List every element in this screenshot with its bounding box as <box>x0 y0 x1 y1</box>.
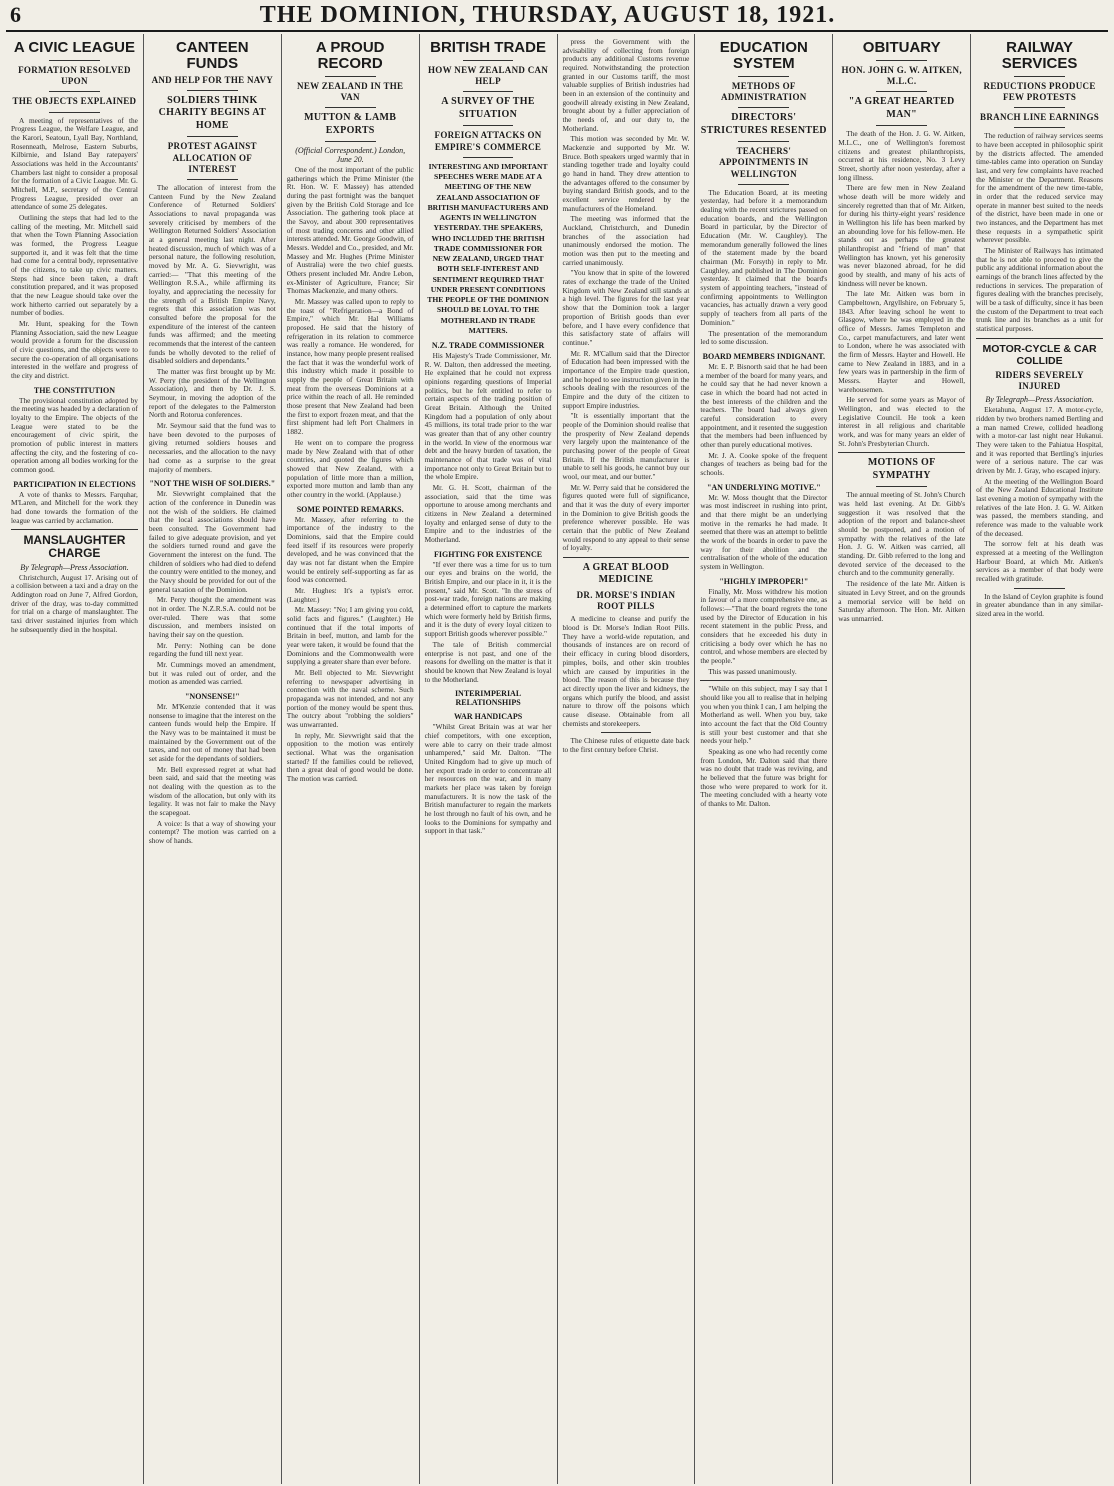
headline: A PROUD RECORD <box>315 39 385 72</box>
deck: HOW NEW ZEALAND CAN HELP <box>427 64 549 86</box>
page-number: 6 <box>10 2 21 27</box>
deck: FORMATION RESOLVED UPON <box>18 64 131 86</box>
paragraph: The sorrow felt at his death was expressed at a meeting of the Wellington Harbour Board, at which Mr. Aitken's services as a member of that body were recalled with gratitude. <box>976 539 1103 583</box>
deck: RIDERS SEVERELY INJURED <box>995 369 1084 391</box>
masthead <box>6 0 1108 32</box>
paragraph: The Minister of Railways has intimated that he is not able to proceed to give the public any additional information about the earnings of the branch lines affected by the reductions in services. The preparation of figures dealing with the branches precisely, will be a task of difficulty, since it has been the custom of the Department to treat each trunk line and its branches as a unit for statistical purposes. <box>976 245 1103 334</box>
paragraph: The reduction of railway services seems to have been accepted in philosophic spirit by the districts affected. The amended time-tables came into operation on Sunday last, and very few complaints have reached the Minister or the Department. Reasons for the amendment of the new time-table, in order that the reduced service may operate in manner best suited to the needs of the district, have been made in one or two instances, and the Department has met these requests in a sympathetic spirit wherever possible. <box>976 131 1103 245</box>
paragraph: A medicine to cleanse and purify the blood is Dr. Morse's Indian Root Pills. They have a world-wide reputation, and thousands of instances are on record of their efficacy in curing blood disorders, pimples, boils, and other skin troubles which are caused by impurities in the blood. The reason of this is because they act directly upon the liver and kidneys, the organs which purify the blood, and assist nature to throw off the poisons which cause disease. Obtainable from all chemists and storekeepers. <box>562 614 690 728</box>
paragraph: He went on to compare the progress made by New Zealand with that of other countries, and quoted the figures which showed that New Zealand, with a population of little more than a million, exported more mutton and lamb than any other country in the world. (Applause.) <box>286 437 414 499</box>
subhead: PARTICIPATION IN ELECTIONS <box>13 479 136 489</box>
paragraph: The annual meeting of St. John's Church was held last evening. At Dr. Gibb's suggestion it was resolved that the adoption of the report and balance-sheet should be postponed, and a motion of sympathy with the relatives of the late Hon. J. G. W. Aitken was carried, all standing. Dr. Gibb referred to the long and devoted service of the deceased to the church and to the community generally. <box>838 490 966 578</box>
deck: PROTEST AGAINST ALLOCATION OF INTEREST <box>167 141 257 174</box>
column-proud-record <box>282 34 420 1484</box>
paragraph: At the meeting of the Wellington Board of the New Zealand Educational Institute last evening a motion of sympathy with the relatives of the late Hon. J. G. W. Aitken was passed, the members standing, and reference was made to the valuable work of the deceased. <box>976 476 1103 538</box>
deck: THE OBJECTS EXPLAINED <box>12 96 137 107</box>
paragraph: A voice: Is that a way of showing your contempt? The motion was carried on a show of hands. <box>148 818 276 846</box>
column-trade-continued <box>558 34 696 1484</box>
deck: FOREIGN ATTACKS ON EMPIRE'S COMMERCE <box>434 130 542 152</box>
paragraph: Outlining the steps that had led to the calling of the meeting, Mr. Mitchell said that when the Town Planning Association was formed, the Progress League supported it, and it was felt that the time had come for a central body, representative of the citizens, to take up civic matters. Steps had since been taken, a draft constitution prepared, and it was proposed that the new League should take over the work hitherto carried out separately by a number of bodies. <box>11 212 138 318</box>
paragraph: The death of the Hon. J. G. W. Aitken, M.L.C., one of Wellington's foremost citizens and greatest philanthropists, occurred at his residence, No. 3 Levy Street, shortly after noon yesterday, after a long illness. <box>838 129 966 182</box>
paragraph: Mr. Perry: Nothing can be done regarding the fund till next year. <box>148 640 276 659</box>
column-railway-services <box>971 34 1108 1484</box>
byline: By Telegraph—Press Association. <box>20 562 129 572</box>
paragraph: The presentation of the memorandum led to some discussion. <box>700 328 828 347</box>
paragraph: press the Government with the advisability of collecting from foreign products any additional Customs revenue required. Notwithstanding the protection granted in our Customs tariff, the most valuable supplies of British industries had been in an extension of the continuity and goodwill already existing in New Zealand, brought about by a fuller appreciation of the needs of, and our duty to, the Motherland. <box>562 37 690 133</box>
column-civic-league <box>6 34 144 1484</box>
column-obituary <box>833 34 971 1484</box>
paragraph: The late Mr. Aitken was born in Campbeltown, Argyllshire, on February 5, 1843. After leaving school he went to Glasgow, where he was employed in the office of Messrs. James Templeton and Co., carpet manufacturers, and later went to London, where he was associated with the firm of Messrs. Hayter and Howell. He came to New Zealand in 1883, and in a few years was in partnership in the firm of Messrs. Hayter and Howell, warehousemen. <box>838 289 966 394</box>
byline: (Official Correspondent.) London, June 20. <box>295 146 406 164</box>
paragraph: The allocation of interest from the Canteen Fund by the New Zealand Conference of Returned Soldiers' Associations to naval propaganda was severely criticised by members of the Wellington Returned Soldiers' Association at a general meeting last night. After heated discussion, much of which was of a personal nature, the following resolution, moved by Mr. A. G. Sievwright, was carried:— "That this meeting of the Wellington R.S.A., while affirming its loyalty, and appreciating the necessity for the strength of a British Empire Navy, regrets that this association was not consulted before the proposal for the expenditure of the interest of the canteen funds was affirmed; and the meeting recommends that the interest of the canteen funds be wholly devoted to the relief of disabled soldiers and dependants." <box>148 183 276 366</box>
paragraph: Mr. Bell expressed regret at what had been said, and said that the meeting was not dealing with the question as to the wisdom of the allocation, but only with its legality. It was not fair to make the Navy the scapegoat. <box>148 764 276 818</box>
paragraph: A meeting of representatives of the Progress League, the Welfare League, and the Karori, Seatoun, Lyall Bay, Northland, Rosenneath, Melrose, Eastern Suburbs, Kilbirnie, and Island Bay ratepayers' Associations was held in the Accountants' Chambers last night to consider a proposal for the formation of a Civic League. Mr. G. Mitchell, M.P., secretary of the Central Progress League, presided over an attendance of some 25 delegates. <box>11 115 138 212</box>
headline: BRITISH TRADE <box>430 39 546 56</box>
paragraph: "If ever there was a time for us to turn our eyes and brains on the world, the British Empire, and our place in it, it is the present," said Mr. Scott. "In the stress of post-war trade, foreign nations are making a determined effort to capture the markets which were formerly held by British firms, and it is the duty of every loyal citizen to support British goods wherever possible." <box>424 559 552 639</box>
paragraph: In the Island of Ceylon graphite is found in greater abundance than in any similar-sized area in the world. <box>976 591 1103 618</box>
headline: MANSLAUGHTER CHARGE <box>23 533 126 560</box>
summary: INTERESTING AND IMPORTANT SPEECHES WERE MADE AT A MEETING OF THE NEW ZEALAND ASSOCIATION OF BRITISH MANUFACTURERS AND AGENTS IN WELLINGTON YESTERDAY. THE SPEAKERS, WHO INCLUDED THE BRITISH TRADE COMMISSIONER FOR NEW ZEALAND, URGED THAT BOTH SELF-INTEREST AND SENTIMENT REQUIRED THAT UNDER PRESENT CONDITIONS THE PEOPLE OF THE DOMINION SHOULD BE LOYAL TO THE MOTHERLAND IN TRADE MATTERS. <box>427 161 549 335</box>
paragraph: Christchurch, August 17. Arising out of a collision between a taxi and a dray on the Addington road on June 7, Alfred Gordon, driver of the dray, was to-day committed for trial on a charge of manslaughter. The taxi driver sustained injuries from which he subsequently died in the hospital. <box>11 572 138 634</box>
subhead: SOME POINTED REMARKS. <box>296 504 404 514</box>
paragraph: Mr. Massey, after referring to the importance of the industry to the Dominions, said that the Empire could feed itself if its resources were properly developed, and he was convinced that the day was not far distant when the Empire would be entirely self-supporting as far as food was concerned. <box>286 514 414 585</box>
deck: TEACHERS' APPOINTMENTS IN WELLINGTON <box>719 146 809 179</box>
subhead: N.Z. TRADE COMMISSIONER <box>431 341 545 350</box>
byline: By Telegraph—Press Association. <box>985 395 1094 405</box>
paragraph: Finally, Mr. Moss withdrew his motion in favour of a more comprehensive one, as follows:—"That the board regrets the tone used by the Director of Education in his recent statement in the public Press, and considers that he exceeded his duty in criticising a body over which he has no control, and whose members are elected by the people." <box>700 586 828 665</box>
paragraph: This was passed unanimously. <box>708 666 797 676</box>
paragraph: Mr. Cummings moved an amendment, but it was ruled out of order, and the motion as amended was carried. <box>148 659 276 687</box>
subhead: THE CONSTITUTION <box>33 385 115 395</box>
deck: "A GREAT HEARTED MAN" <box>848 96 955 120</box>
paragraph: "It is essentially important that the people of the Dominion should realise that the prosperity of New Zealand depends very largely upon the maintenance of the purchasing power of the people of Great Britain. If the British manufacturer is unable to sell his goods, he cannot buy our wool, our meat, and our butter." <box>562 411 690 481</box>
subhead: "HIGHLY IMPROPER!" <box>719 576 809 586</box>
deck: REDUCTIONS PRODUCE FEW PROTESTS <box>983 80 1096 102</box>
deck: HON. JOHN G. W. AITKEN, M.L.C. <box>841 64 962 86</box>
columns <box>6 34 1108 1484</box>
paragraph: Speaking as one who had recently come from London, Mr. Dalton said that there was no doubt that trade was reviving, and he believed that the future was bright for those who were prepared to work for it. The meeting concluded with a hearty vote of thanks to Mr. Dalton. <box>700 747 828 809</box>
paragraph: Mr. Bell objected to Mr. Sievwright referring to newspaper advertising in connection with the naval scheme. Such propaganda was not intended, and not any portion of the money would be spent thus. The outcry about "robbing the soldiers" was unwarranted. <box>286 667 414 729</box>
deck: AND HELP FOR THE NAVY <box>151 74 274 85</box>
paragraph: Mr. M'Kenzie contended that it was nonsense to imagine that the interest on the canteen funds would help the Empire. If the Navy was to be maintained it must be maintained by the Government out of the taxes, and not out of money that had been set aside for the dependants of soldiers. <box>148 701 276 763</box>
headline: MOTIONS OF SYMPATHY <box>867 457 936 481</box>
column-education-system <box>695 34 833 1484</box>
paragraph: Mr. Hunt, speaking for the Town Planning Association, said the new League would provide a forum for the discussion of civic questions, and the objects were to secure the co-operation of all organisations interested in the welfare and progress of the city and district. <box>11 318 138 380</box>
subhead: "NOT THE WISH OF SOLDIERS." <box>149 479 276 489</box>
paragraph: Mr. Massey: "No; I am giving you cold, solid facts and figures." (Laughter.) He continued that if the total imports of Britain in beef, mutton, and lamb for the year were taken, it would be found that the Dominions and the Commonwealth were supplying a greater share than ever before. <box>286 605 414 667</box>
headline: A GREAT BLOOD MEDICINE <box>582 561 670 586</box>
paragraph: "While on this subject, may I say that I should like you all to realise that in helping you when you think I can, I am helping the Motherland as well. When you buy, take into account the fact that the Old Country is still your best customer and that she needs your help." <box>700 684 828 746</box>
subhead: INTERIMPERIAL RELATIONSHIPS <box>454 689 522 708</box>
deck: BRANCH LINE EARNINGS <box>980 112 1100 122</box>
paragraph: Mr. J. A. Cooke spoke of the frequent changes of teachers as being bad for the schools. <box>700 450 828 477</box>
deck: METHODS OF ADMINISTRATION <box>721 80 807 102</box>
deck: DR. MORSE'S INDIAN ROOT PILLS <box>576 589 676 612</box>
subhead: BOARD MEMBERS INDIGNANT. <box>702 351 825 361</box>
paragraph: His Majesty's Trade Commissioner, Mr. R. W. Dalton, then addressed the meeting. He explained that he could not express opinions regarding questions of Imperial politics, but he felt entitled to refer to certain aspects of the trading position of Great Britain. Although the United Kingdom had a population of only about 45 millions, its total trade prior to the war was greater than that of any other country in the world. In view of the enormous war debt and the heavy burden of taxation, the maintenance of that trade was of vital importance not only to Great Britain but to the whole Empire. <box>424 351 552 482</box>
paragraph: "Whilst Great Britain was at war her chief competitors, with one exception, were able to carry on their trade almost unhampered," said Mr. Dalton. "The United Kingdom had to give up much of her export trade in order to concentrate all her resources on the war, and in many markets her place was taken by foreign manufacturers. It is now the task of the British manufacturer to regain the markets he lost through no fault of his own, and he looks to the Dominions for sympathy and support in that task." <box>424 722 552 836</box>
paragraph: The Education Board, at its meeting yesterday, had before it a memorandum dealing with the recent strictures passed on education boards, and the Wellington Board in particular, by the Director of Education (Mr. W. Caughley). The memorandum generally followed the lines of the statement made by the board chairman (Mr. Forsyth) in reply to Mr. Caughley, and published in The Dominion yesterday. It claimed that the board's system of appointing teachers, "instead of confirming appointments to Wellington vacancies, has actually drawn a very good supply of teachers from all parts of the Dominion." <box>700 187 828 327</box>
paragraph: Mr. Perry thought the amendment was not in order. The N.Z.R.S.A. could not be over-ruled. There was that some discussion, and members insisted on having their say on the question. <box>148 595 276 639</box>
column-british-trade <box>420 34 558 1484</box>
deck: NEW ZEALAND IN THE VAN <box>297 80 404 102</box>
headline: CANTEEN FUNDS <box>176 39 249 72</box>
paragraph: Mr. W. Moss thought that the Director was most indiscreet in rushing into print, and that there might be an underlying motive in the remarks he had made. It seemed that there was an attempt to belittle the work of the boards in order to pave the way for their abolition and the centralisation of the whole of the education system in Wellington. <box>700 492 828 571</box>
filler-note: The Chinese rules of etiquette date back to the first century before Christ. <box>562 736 690 754</box>
paragraph: Mr. E. P. Bisnorth said that he had been a member of the board for many years, and he could say that he had never known a case in which the board had not acted in the best interests of the children and the teachers. The board had always given careful consideration to every appointment, and it resented the suggestion that the members had been influenced by other than purely educational motives. <box>700 361 828 449</box>
newspaper-title-line: THE DOMINION, THURSDAY, AUGUST 18, 1921. <box>259 1 836 28</box>
paragraph: Mr. Seymour said that the fund was to have been devoted to the purposes of giving returned soldiers houses and necessaries, and the allocation to the navy had come as a surprise to the great majority of members. <box>148 421 276 474</box>
paragraph: The residence of the late Mr. Aitken is situated in Levy Street, and on the grounds a memorial service will be held on Saturday afternoon. The Hon. Mr. Aitken was unmarried. <box>838 579 966 623</box>
paragraph: Mr. W. Perry said that he considered the figures quoted were full of significance, and that it was the duty of every importer in the Dominion to give British goods the preference wherever possible. He was certain that the public of New Zealand would respond to any appeal to their sense of loyalty. <box>562 482 690 553</box>
deck: MUTTON & LAMB EXPORTS <box>304 112 397 136</box>
paragraph: The provisional constitution adopted by the meeting was headed by a declaration of loyalty to the Empire. The objects of the League were stated to be the encouragement of civic spirit, the promotion of public interest in matters affecting the city, and the fostering of co-operation among all bodies working for the common good. <box>11 395 138 475</box>
paragraph: Mr. Sievwright complained that the action of the conference in Dunedin was not the wish of the soldiers. He claimed that the local associations should have been consulted. The Government had failed to give adequate provision, and yet the soldiers turned round and gave the Government the interest on the fund. The children of soldiers who had died to defend the country were entitled to the money, and the Navy should be provided for out of the general taxation of the Dominion. <box>148 489 276 594</box>
paragraph: The matter was first brought up by Mr. W. Perry (the president of the Wellington Association), and then by Dr. J. S. Seymour, in moving the adoption of the report of the delegates to the Palmerston North and Rotorua conferences. <box>148 367 276 420</box>
headline: EDUCATION SYSTEM <box>719 39 808 72</box>
paragraph: Mr. Massey was called upon to reply to the toast of "Refrigeration—a Bond of Empire," which Mr. Hal Williams proposed. He said that the history of refrigeration in its relation to commerce was really a romance. He wondered, for instance, how many people present realised the fact that it was the wonderful work of this industry which made it possible to supply the people of Great Britain with meat from the overseas Dominions at a price within the reach of all. He reminded those present that New Zealand had been the first to export frozen meat, and that the first shipment had left Port Chalmers in 1882. <box>286 297 414 437</box>
paragraph: In reply, Mr. Sievwright said that the opposition to the motion was entirely sectional. What was the organisation started? If the families could be relieved, then a great deal of good would be done. The motion was carried. <box>286 730 414 784</box>
subhead: "AN UNDERLYING MOTIVE." <box>706 482 821 492</box>
paragraph: This motion was seconded by Mr. W. Mackenzie and supported by Mr. W. Bruce. Both speakers urged warmly that in standing together trade and loyalty could go hand in hand. They drew attention to the advantages offered to the consumer by buying standard British goods, and to the excellent service rendered by the manufacturers of the Homeland. <box>562 134 690 213</box>
paragraph: Mr. R. M'Callum said that the Director of Education had been impressed with the importance of the Empire trade question, and he hoped to see instruction given in the schools dealing with the resources of the Empire and the duty of the citizen to support Empire industries. <box>562 348 690 410</box>
column-canteen-funds <box>144 34 282 1484</box>
paragraph: He served for some years as Mayor of Wellington, and was elected to the Legislative Council. He took a keen interest in all religious and charitable work, and was for many years an elder of St. John's Presbyterian Church. <box>838 395 966 448</box>
paragraph: The meeting was informed that the Auckland, Christchurch, and Dunedin branches of the association had unanimously endorsed the motion. The motion was then put to the meeting and carried unanimously. <box>562 214 690 267</box>
paragraph: One of the most important of the public gatherings which the Prime Minister (the Rt. Hon. W. F. Massey) has attended during the past fortnight was the banquet given by the British Cold Storage and Ice Association. The gathering took place at the Savoy, and about 300 representatives of most trading concerns and other allied interests attended. Mr. George Goodwin, of Messrs. Weddel and Co., presided, and Mr. Massey and Mr. Hughes (Prime Minister of Australia) were the two chief guests. Others present included Mr. Andre Lebon, ex-Minister of Agriculture, France; Sir Thomas Mackenzie, and many others. <box>286 165 414 296</box>
paragraph: Mr. G. H. Scott, chairman of the association, said that the time was opportune to arouse among merchants and citizens in New Zealand a determined loyalty and enlarged sense of duty to the Empire and to the industries of the Motherland. <box>424 483 552 545</box>
paragraph: A vote of thanks to Messrs. Farquhar, M'Laren, and Mitchell for the work they had done towards the formation of the league was carried by acclamation. <box>11 489 138 525</box>
subhead: FIGHTING FOR EXISTENCE <box>434 549 543 559</box>
deck: SOLDIERS THINK CHARITY BEGINS AT HOME <box>158 94 266 131</box>
headline: A CIVIC LEAGUE <box>13 39 135 56</box>
deck: A SURVEY OF THE SITUATION <box>441 96 535 120</box>
paragraph: Eketahuna, August 17. A motor-cycle, ridden by two brothers named Bertling and a man named Crewe, collided headlong with a motor-car last night near Hukanui. They were taken to the Pahiatua Hospital, and it was reported that Bertling's injuries were of a serious nature. The car was driven by Mr. J. Gray, who escaped injury. <box>976 405 1103 475</box>
subhead: WAR HANDICAPS <box>453 712 523 722</box>
paragraph: Mr. Hughes: It's a typist's error. (Laughter.) <box>286 585 414 604</box>
headline: RAILWAY SERVICES <box>1001 39 1078 72</box>
paragraph: "You know that in spite of the lowered rates of exchange the trade of the United Kingdom with New Zealand still stands at a high level. The figures for the last year show that the Dominion took a larger proportion of British goods than ever before, and I have every confidence that this satisfactory state of affairs will continue." <box>562 268 690 347</box>
deck: DIRECTORS' STRICTURES RESENTED <box>700 112 827 136</box>
paragraph: There are few men in New Zealand whose death will be more widely and sincerely regretted than that of Mr. Aitken, for during his thirty-eight years' residence in Wellington his life has been marked by an abounding love for his fellow-men. He stands out as perhaps the greatest philanthropist and "friend of man" that Wellington has known, yet his generosity was never blazoned abroad, for he did good by stealth, and many of his acts of kindness will never be known. <box>838 183 966 288</box>
headline: MOTOR-CYCLE & CAR COLLIDE <box>982 342 1097 367</box>
paragraph: The tale of British commercial enterprise is not past, and one of the reasons for dwelling on the matter is that it should be known that New Zealand is loyal to the Motherland. <box>424 639 552 684</box>
headline: OBITUARY <box>862 39 941 56</box>
subhead: "NONSENSE!" <box>184 691 240 701</box>
